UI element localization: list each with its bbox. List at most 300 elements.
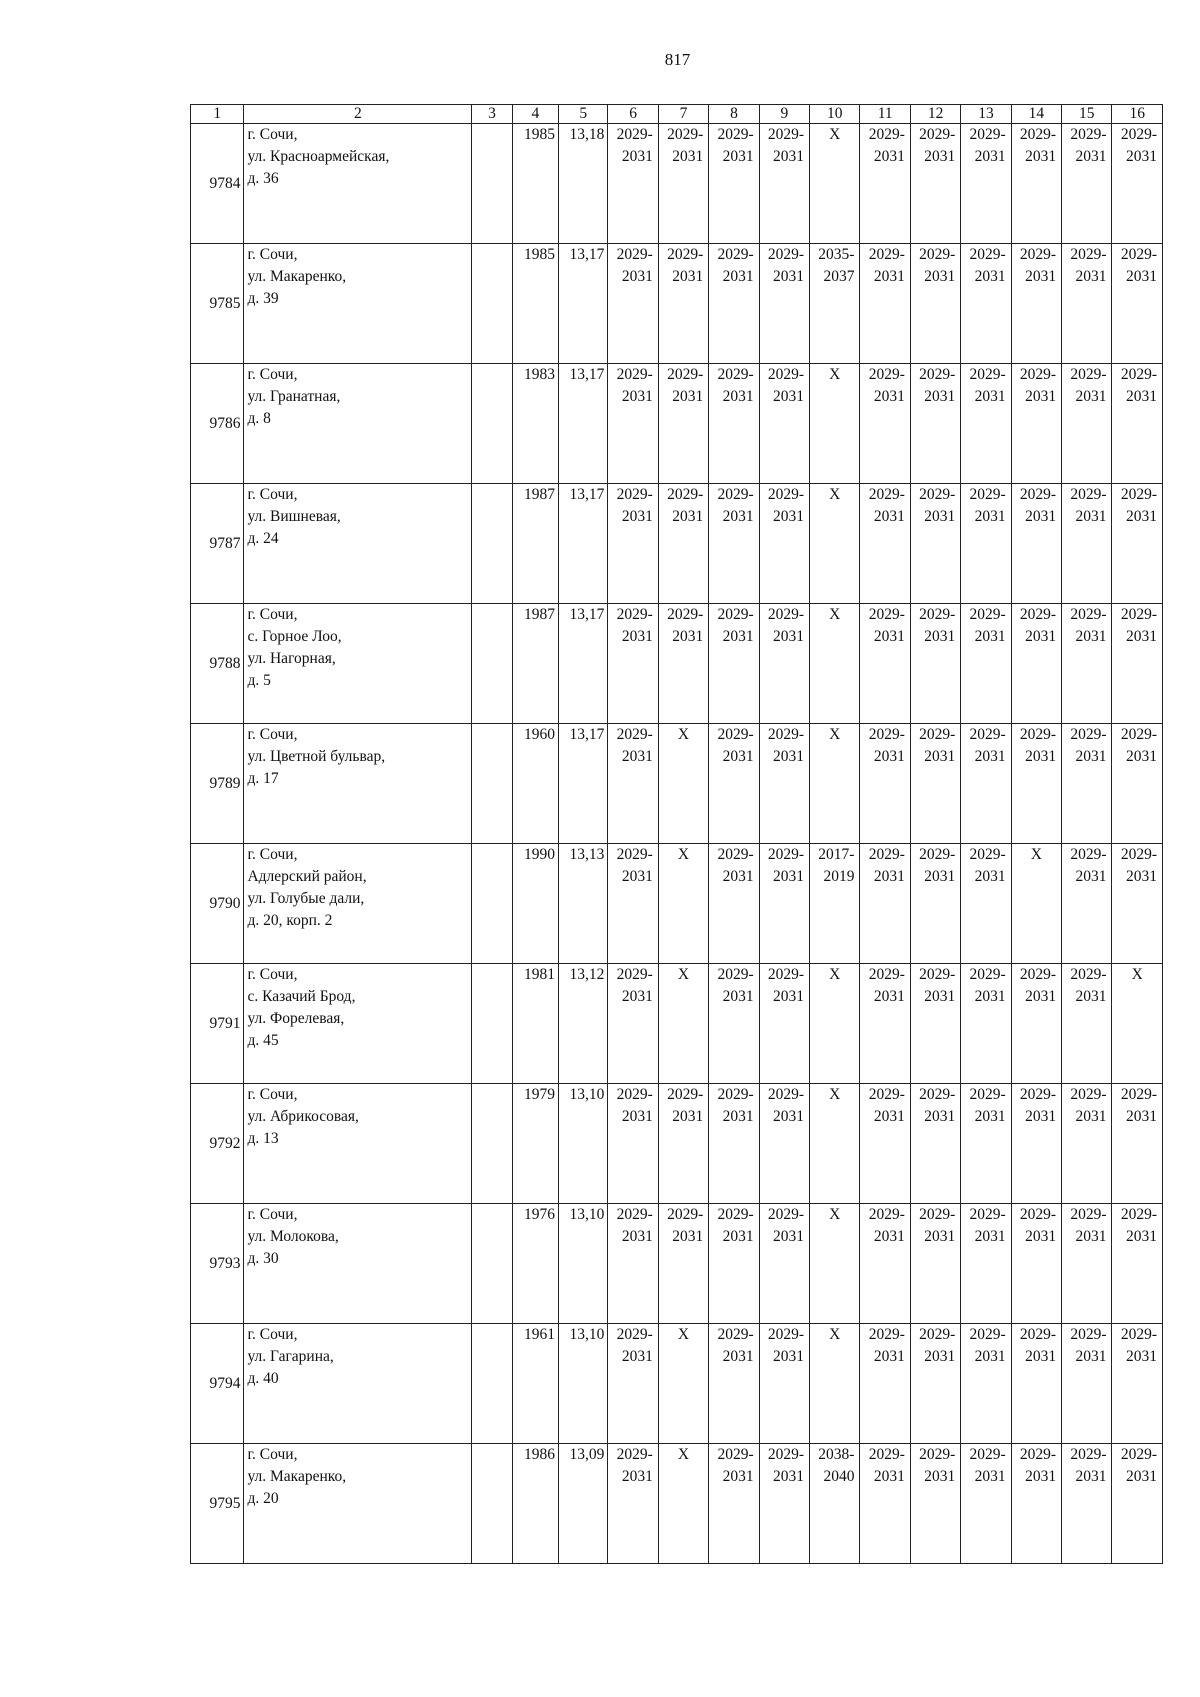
period-start: 2029-: [717, 1326, 754, 1343]
period-cell: [1112, 844, 1163, 964]
period-start: 2029-: [1070, 1326, 1107, 1343]
period-start: 2029-: [616, 606, 653, 623]
period-cell: [860, 724, 910, 844]
address-cell: [244, 844, 472, 964]
period-end: 2031: [974, 388, 1006, 405]
period-start: 2029-: [868, 966, 905, 983]
address-cell: [244, 244, 472, 364]
period-start: 2029-: [767, 486, 805, 503]
period-cell: [759, 364, 809, 484]
header-row: [191, 105, 1163, 124]
address-line: д. 8: [247, 410, 271, 427]
period-start: 2038-: [818, 1446, 855, 1463]
period-end: 2031: [974, 1228, 1006, 1245]
row-number: 9794: [191, 1324, 244, 1444]
value-cell: 13,10: [559, 1204, 608, 1324]
period-end: 2031: [1126, 268, 1157, 285]
row-number: 9786: [191, 364, 244, 484]
period-cell: [1112, 124, 1163, 244]
period-start: 2029-: [1019, 966, 1057, 983]
period-end: 2031: [924, 388, 956, 405]
period-start: 2029-: [717, 1206, 754, 1223]
period-cell: [658, 1204, 708, 1324]
period-start: 2029-: [1019, 1446, 1057, 1463]
period-cell: [608, 1444, 658, 1564]
period-cell: [759, 604, 809, 724]
row-number: 9793: [191, 1204, 244, 1324]
period-cell: [608, 124, 658, 244]
period-start: 2029-: [919, 246, 956, 263]
period-start: 2029-: [919, 1206, 956, 1223]
period-cell-x: X: [1011, 844, 1061, 964]
period-cell: [608, 364, 658, 484]
period-start: 2029-: [616, 1326, 653, 1343]
period-cell: [1062, 1204, 1112, 1324]
period-start: 2029-: [919, 1326, 956, 1343]
period-start: 2029-: [868, 1206, 905, 1223]
period-start: 2029-: [667, 246, 704, 263]
period-end: 2031: [873, 1468, 905, 1485]
period-start: 2029-: [1070, 606, 1107, 623]
period-end: 2031: [1075, 1348, 1107, 1365]
table-row: [191, 364, 1163, 484]
period-start: 2029-: [767, 366, 805, 383]
column-header-12: 12: [910, 105, 960, 124]
period-start: 2029-: [1120, 486, 1157, 503]
address-line: ул. Макаренко,: [247, 1468, 347, 1485]
period-cell: [860, 1324, 910, 1444]
period-start: 2029-: [969, 846, 1006, 863]
year-cell: 1961: [512, 1324, 558, 1444]
column-header-8: 8: [709, 105, 759, 124]
period-end: 2031: [773, 748, 805, 765]
table-row: [191, 1084, 1163, 1204]
period-cell: [961, 844, 1011, 964]
address-line: д. 20: [247, 1490, 279, 1507]
period-start: 2029-: [717, 246, 754, 263]
period-end: 2031: [974, 1108, 1006, 1125]
address-line: д. 45: [247, 1032, 279, 1049]
period-start: 2029-: [1120, 126, 1157, 143]
period-start: 2029-: [717, 1446, 754, 1463]
period-start: 2029-: [667, 1206, 704, 1223]
period-start: 2029-: [667, 486, 704, 503]
period-end: 2031: [722, 748, 754, 765]
period-end: 2031: [1075, 1108, 1107, 1125]
period-start: 2029-: [1019, 726, 1057, 743]
row-number: 9784: [191, 124, 244, 244]
period-cell-x: X: [810, 1324, 860, 1444]
period-start: 2029-: [616, 486, 653, 503]
period-cell: [608, 484, 658, 604]
period-start: 2035-: [818, 246, 855, 263]
period-cell: [759, 1204, 809, 1324]
period-start: 2029-: [717, 126, 754, 143]
value-cell: 13,12: [559, 964, 608, 1084]
period-end: 2031: [974, 148, 1006, 165]
period-cell: [1062, 364, 1112, 484]
period-end: 2031: [924, 1108, 956, 1125]
period-cell-x: X: [810, 1084, 860, 1204]
empty-cell: [472, 484, 512, 604]
period-end: 2031: [773, 988, 805, 1005]
period-start: 2029-: [1120, 606, 1157, 623]
period-end: 2031: [773, 148, 805, 165]
address-line: с. Горное Лоо,: [247, 628, 342, 645]
period-end: 2031: [672, 1228, 704, 1245]
period-start: 2029-: [969, 1446, 1006, 1463]
address-line: д. 39: [247, 290, 279, 307]
period-cell: [910, 1084, 960, 1204]
period-end: 2031: [722, 988, 754, 1005]
period-end: 2031: [974, 988, 1006, 1005]
period-cell: [910, 1444, 960, 1564]
period-start: 2029-: [1120, 1446, 1157, 1463]
period-end: 2031: [672, 388, 704, 405]
period-end: 2031: [1025, 148, 1057, 165]
value-cell: 13,17: [559, 604, 608, 724]
period-end: 2031: [873, 268, 905, 285]
period-end: 2031: [974, 868, 1006, 885]
period-end: 2031: [621, 388, 653, 405]
period-start: 2029-: [1019, 1326, 1057, 1343]
period-end: 2031: [1126, 508, 1157, 525]
period-start: 2029-: [868, 606, 905, 623]
period-cell: [709, 1204, 759, 1324]
address-line: ул. Гранатная,: [247, 388, 341, 405]
year-cell: 1985: [512, 124, 558, 244]
period-start: 2029-: [868, 366, 905, 383]
table-row: [191, 124, 1163, 244]
empty-cell: [472, 604, 512, 724]
period-end: 2031: [873, 628, 905, 645]
period-end: 2031: [672, 508, 704, 525]
period-cell: [810, 844, 860, 964]
period-start: 2029-: [717, 846, 754, 863]
period-start: 2029-: [1019, 366, 1057, 383]
period-cell: [658, 1084, 708, 1204]
period-cell: [658, 484, 708, 604]
period-end: 2031: [873, 748, 905, 765]
period-end: 2031: [1025, 628, 1057, 645]
period-start: 2029-: [868, 1446, 905, 1463]
period-start: 2029-: [717, 1086, 754, 1103]
period-cell: [910, 244, 960, 364]
period-start: 2029-: [1070, 246, 1107, 263]
row-number: 9792: [191, 1084, 244, 1204]
period-start: 2029-: [1070, 1086, 1107, 1103]
period-end: 2031: [873, 388, 905, 405]
period-start: 2029-: [616, 726, 653, 743]
column-header-5: 5: [559, 105, 608, 124]
period-cell: [961, 1324, 1011, 1444]
period-cell: [1062, 844, 1112, 964]
period-cell: [961, 1444, 1011, 1564]
address-cell: [244, 364, 472, 484]
period-end: 2031: [722, 1348, 754, 1365]
address-line: г. Сочи,: [247, 1326, 298, 1343]
address-line: с. Казачий Брод,: [247, 988, 356, 1005]
period-start: 2029-: [667, 1086, 704, 1103]
period-start: 2029-: [767, 1326, 805, 1343]
period-end: 2031: [873, 868, 905, 885]
address-cell: [244, 1324, 472, 1444]
period-cell: [1112, 604, 1163, 724]
period-start: 2029-: [1070, 726, 1107, 743]
period-cell-x: X: [810, 964, 860, 1084]
address-line: д. 36: [247, 170, 279, 187]
period-start: 2029-: [919, 366, 956, 383]
period-cell: [860, 964, 910, 1084]
period-end: 2031: [722, 1108, 754, 1125]
period-end: 2031: [773, 268, 805, 285]
period-cell-x: X: [810, 364, 860, 484]
row-number: 9790: [191, 844, 244, 964]
period-end: 2031: [1075, 1228, 1107, 1245]
address-line: Адлерский район,: [247, 868, 367, 885]
address-line: ул. Молокова,: [247, 1228, 339, 1245]
period-end: 2031: [924, 508, 956, 525]
address-line: д. 13: [247, 1130, 279, 1147]
period-end: 2031: [924, 268, 956, 285]
period-start: 2029-: [1070, 1206, 1107, 1223]
period-start: 2029-: [969, 1326, 1006, 1343]
period-cell: [910, 484, 960, 604]
period-end: 2031: [1126, 1348, 1157, 1365]
value-cell: 13,17: [559, 364, 608, 484]
period-start: 2029-: [616, 126, 653, 143]
row-number: 9785: [191, 244, 244, 364]
address-line: ул. Нагорная,: [247, 650, 336, 667]
period-end: 2031: [1025, 748, 1057, 765]
year-cell: 1990: [512, 844, 558, 964]
period-start: 2029-: [767, 726, 805, 743]
period-end: 2031: [873, 148, 905, 165]
address-cell: [244, 1204, 472, 1324]
period-start: 2029-: [919, 486, 956, 503]
period-end: 2031: [873, 1348, 905, 1365]
period-end: 2031: [924, 1468, 956, 1485]
period-start: 2029-: [969, 1206, 1006, 1223]
period-cell: [709, 844, 759, 964]
period-end: 2031: [974, 1348, 1006, 1365]
period-start: 2029-: [1120, 1206, 1157, 1223]
empty-cell: [472, 244, 512, 364]
value-cell: 13,10: [559, 1084, 608, 1204]
period-cell: [709, 1324, 759, 1444]
period-start: 2029-: [717, 606, 754, 623]
period-cell: [1112, 1324, 1163, 1444]
address-cell: [244, 124, 472, 244]
period-end: 2031: [1126, 1468, 1157, 1485]
period-end: 2031: [722, 628, 754, 645]
period-end: 2031: [873, 1108, 905, 1125]
period-start: 2029-: [616, 1446, 653, 1463]
period-cell-x: X: [810, 124, 860, 244]
year-cell: 1985: [512, 244, 558, 364]
period-cell: [1062, 484, 1112, 604]
period-start: 2029-: [717, 966, 754, 983]
period-cell: [759, 844, 809, 964]
address-line: г. Сочи,: [247, 1206, 298, 1223]
period-cell: [1011, 1324, 1061, 1444]
period-start: 2029-: [1120, 1086, 1157, 1103]
period-cell: [1062, 964, 1112, 1084]
period-cell: [759, 1444, 809, 1564]
period-cell: [1011, 1204, 1061, 1324]
address-line: ул. Цветной бульвар,: [247, 748, 386, 765]
period-cell: [608, 844, 658, 964]
period-cell: [658, 124, 708, 244]
period-cell: [709, 124, 759, 244]
period-end: 2031: [873, 1228, 905, 1245]
period-cell: [1062, 1324, 1112, 1444]
address-line: г. Сочи,: [247, 966, 298, 983]
period-cell: [608, 1084, 658, 1204]
period-start: 2029-: [969, 366, 1006, 383]
period-cell: [910, 844, 960, 964]
period-cell: [1011, 484, 1061, 604]
period-end: 2031: [621, 748, 653, 765]
period-end: 2031: [873, 508, 905, 525]
period-cell: [961, 124, 1011, 244]
period-start: 2029-: [1070, 966, 1107, 983]
period-end: 2031: [621, 1348, 653, 1365]
period-end: 2031: [1126, 748, 1157, 765]
empty-cell: [472, 724, 512, 844]
period-cell: [759, 1324, 809, 1444]
period-cell: [1062, 244, 1112, 364]
table-row: [191, 1444, 1163, 1564]
table-row: [191, 604, 1163, 724]
table-row: [191, 244, 1163, 364]
period-end: 2031: [1025, 388, 1057, 405]
period-start: 2029-: [1070, 126, 1107, 143]
period-start: 2029-: [919, 1086, 956, 1103]
period-end: 2031: [722, 868, 754, 885]
period-end: 2031: [773, 388, 805, 405]
period-start: 2029-: [616, 1086, 653, 1103]
period-cell: [709, 244, 759, 364]
period-start: 2029-: [868, 726, 905, 743]
period-cell: [1062, 724, 1112, 844]
row-number: 9788: [191, 604, 244, 724]
period-end: 2031: [621, 268, 653, 285]
period-cell: [759, 1084, 809, 1204]
period-end: 2031: [722, 388, 754, 405]
period-start: 2029-: [868, 246, 905, 263]
period-cell: [961, 244, 1011, 364]
period-cell-x: X: [658, 844, 708, 964]
period-start: 2029-: [969, 486, 1006, 503]
period-start: 2029-: [868, 1086, 905, 1103]
period-end: 2031: [621, 508, 653, 525]
period-cell: [658, 244, 708, 364]
period-end: 2031: [773, 508, 805, 525]
period-start: 2029-: [969, 726, 1006, 743]
period-cell: [759, 124, 809, 244]
empty-cell: [472, 844, 512, 964]
period-start: 2029-: [919, 726, 956, 743]
period-end: 2031: [722, 508, 754, 525]
value-cell: 13,09: [559, 1444, 608, 1564]
period-end: 2031: [722, 148, 754, 165]
period-cell: [1112, 484, 1163, 604]
period-cell: [910, 364, 960, 484]
table-row: [191, 844, 1163, 964]
period-end: 2037: [823, 268, 855, 285]
period-start: 2029-: [969, 1086, 1006, 1103]
housing-table: [190, 104, 1163, 1564]
period-cell-x: X: [810, 1204, 860, 1324]
address-line: г. Сочи,: [247, 726, 298, 743]
period-cell: [910, 124, 960, 244]
period-end: 2031: [672, 268, 704, 285]
period-end: 2031: [1025, 1348, 1057, 1365]
empty-cell: [472, 1204, 512, 1324]
table-body: [191, 124, 1163, 1564]
period-cell: [709, 724, 759, 844]
year-cell: 1983: [512, 364, 558, 484]
period-start: 2029-: [616, 966, 653, 983]
column-header-4: 4: [512, 105, 558, 124]
period-cell-x: X: [658, 964, 708, 1084]
table-row: [191, 724, 1163, 844]
period-end: 2031: [1025, 1108, 1057, 1125]
period-end: 2031: [1126, 628, 1157, 645]
address-cell: [244, 604, 472, 724]
period-end: 2031: [1075, 748, 1107, 765]
period-start: 2029-: [1019, 126, 1057, 143]
period-end: 2031: [924, 988, 956, 1005]
period-cell: [860, 1204, 910, 1324]
period-end: 2031: [924, 1348, 956, 1365]
period-end: 2031: [621, 628, 653, 645]
table-row: [191, 1324, 1163, 1444]
period-cell: [860, 844, 910, 964]
period-end: 2031: [924, 628, 956, 645]
period-start: 2029-: [919, 846, 956, 863]
empty-cell: [472, 124, 512, 244]
period-cell: [860, 244, 910, 364]
period-end: 2031: [974, 628, 1006, 645]
period-end: 2031: [722, 1468, 754, 1485]
period-cell-x: X: [810, 604, 860, 724]
period-cell: [860, 364, 910, 484]
period-end: 2031: [621, 148, 653, 165]
period-end: 2031: [722, 268, 754, 285]
period-start: 2029-: [667, 366, 704, 383]
period-start: 2029-: [767, 246, 805, 263]
address-line: г. Сочи,: [247, 1446, 298, 1463]
period-end: 2031: [1126, 868, 1157, 885]
period-cell-x: X: [658, 1444, 708, 1564]
year-cell: 1986: [512, 1444, 558, 1564]
period-start: 2029-: [1120, 846, 1157, 863]
address-line: д. 20, корп. 2: [247, 912, 333, 929]
empty-cell: [472, 1084, 512, 1204]
empty-cell: [472, 364, 512, 484]
period-cell: [1011, 1444, 1061, 1564]
period-start: 2029-: [1120, 366, 1157, 383]
period-start: 2029-: [1019, 1086, 1057, 1103]
year-cell: 1987: [512, 604, 558, 724]
column-header-6: 6: [608, 105, 658, 124]
period-start: 2029-: [1070, 366, 1107, 383]
value-cell: 13,13: [559, 844, 608, 964]
period-end: 2031: [873, 988, 905, 1005]
period-end: 2031: [1075, 868, 1107, 885]
